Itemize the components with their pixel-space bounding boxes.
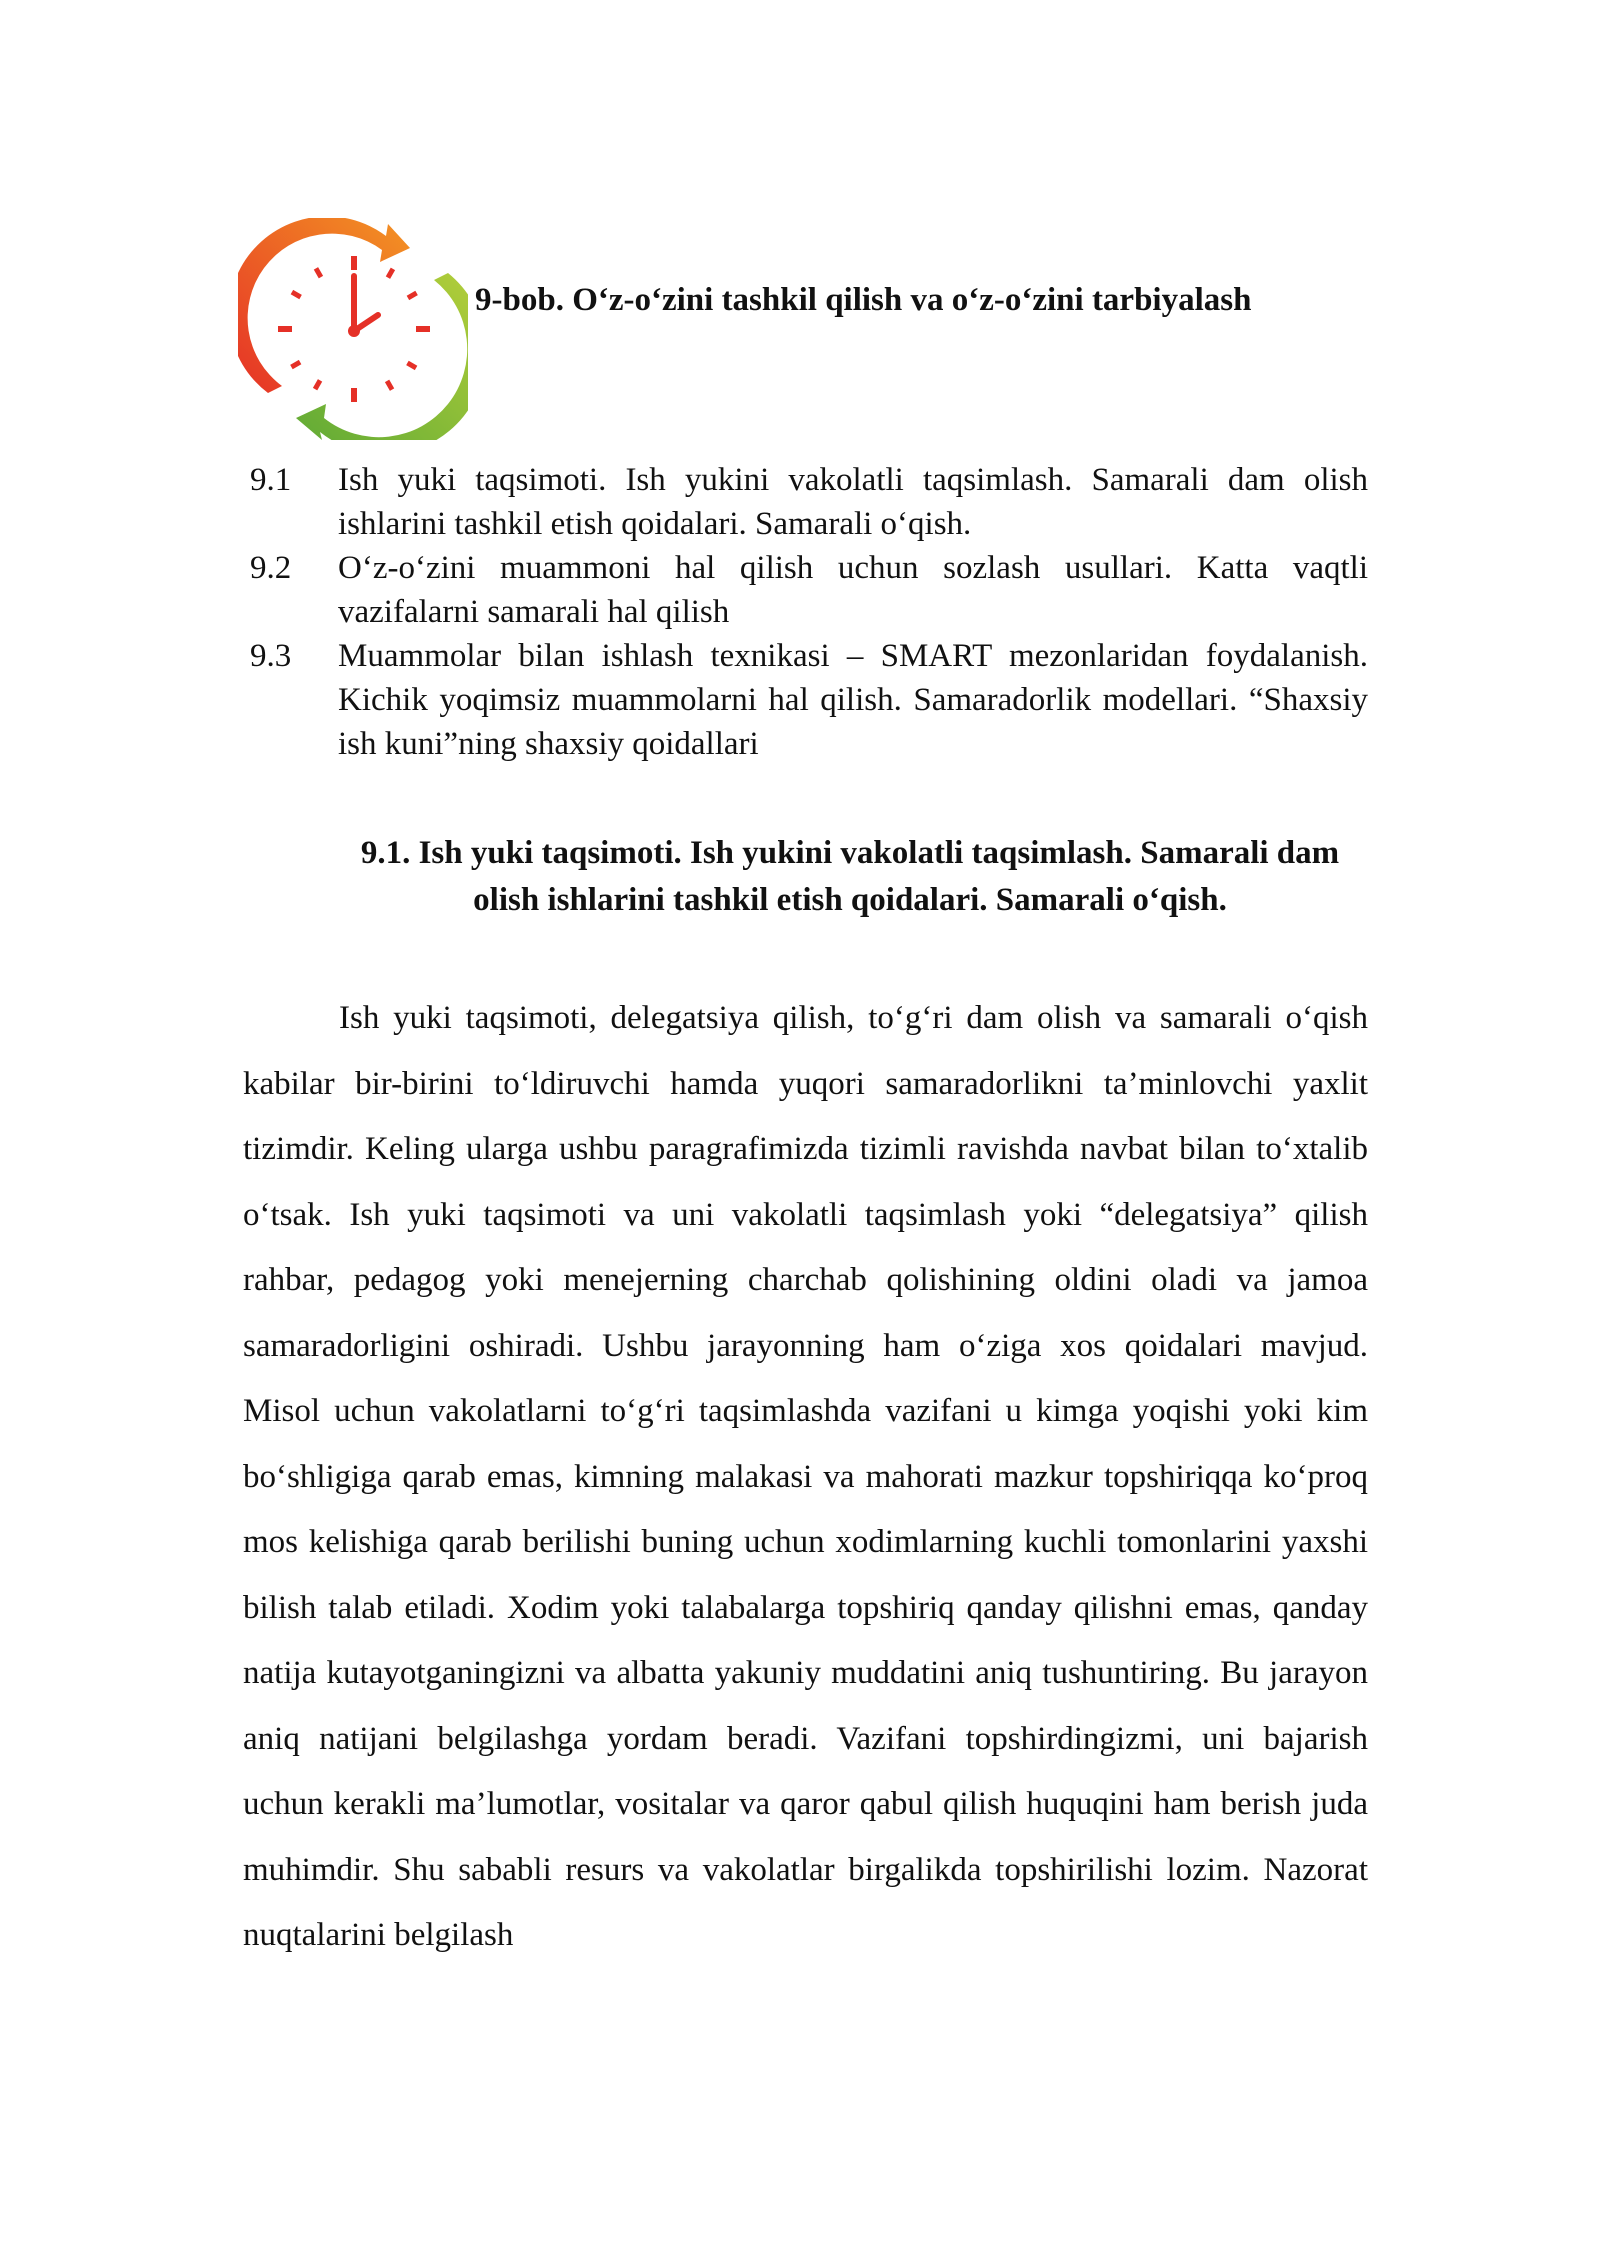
green-arrow-arc [296,273,468,440]
toc-item [250,634,1368,766]
section-heading: 9.1. Ish yuki taqsimoti. Ish yukini vakolatli taqsimlash. Samarali dam olish ishlarini tashkil etish qoidalari. Samarali o‘qish. [360,835,1340,918]
toc-text: Muammolar bilan ishlash texnikasi – SMART mezonlaridan foydalanish. Kichik yoqimsiz muammolarni hal qilish. Samaradorlik modellari. “Shaxsiy ish kuni”ning shaxsiy qoidallari [338,638,1368,762]
clock-hands [354,276,378,331]
chapter-title: 9-bob. O‘z-o‘zini tashkil qilish va o‘z-o‘zini tarbiyalash [475,282,1252,318]
body-paragraph: Ish yuki taqsimoti, delegatsiya qilish, to‘g‘ri dam olish va samarali o‘qish kabilar bir-birini to‘ldiruvchi hamda yuqori samaradorlikni ta’minlovchi yaxlit tizimdir. Keling ularga ushbu paragrafimizda tizimli ravishda navbat bilan to‘xtalib o‘tsak. Ish yuki taqsimoti va uni vakolatli taqsimlash yoki “delegatsiya” qilish rahbar, pedagog yoki menejerning charchab qolishining oldini oladi va jamoa samaradorligini oshiradi. Ushbu jarayonning ham o‘ziga xos qoidalari mavjud. Misol uchun vakolatlarni to‘g‘ri taqsimlashda vazifani u kimga yoqishi yoki kim bo‘shligiga qarab emas, kimning malakasi va mahorati mazkur topshiriqqa ko‘proq mos kelishiga qarab berilishi buning uchun xodimlarning kuchli tomonlarini yaxshi bilish talab etiladi. Xodim yoki talabalarga topshiriq qanday qilishni emas, qanday natija kutayotganingizni va albatta yakuniy muddatini aniq tushuntiring. Bu jarayon aniq natijani belgilashga yordam beradi. Vazifani topshirdingizmi, uni bajarish uchun kerakli ma’lumotlar, vositalar va qaror qabul qilish huquqini ham berish juda muhimdir. Shu sababli resurs va vakolatlar birgalikda topshirilishi lozim. Nazorat nuqtalarini belgilash [243,1000,1368,1953]
toc-item [250,546,1368,634]
toc-number: 9.3 [250,638,292,674]
toc-text: Ish yuki taqsimoti. Ish yukini vakolatli taqsimlash. Samarali dam olish ishlarini tashkil etish qoidalari. Samarali o‘qish. [338,462,1368,542]
toc-number: 9.2 [250,550,292,586]
clock-cycle-icon [238,218,468,440]
toc-text: O‘z-o‘zini muammoni hal qilish uchun sozlash usullari. Katta vaqtli vazifalarni samarali hal qilish [338,550,1368,630]
clock-center [348,325,360,337]
table-of-contents [250,458,1368,766]
toc-item [250,458,1368,546]
toc-number: 9.1 [250,462,292,498]
red-arrow-arc [238,218,410,393]
